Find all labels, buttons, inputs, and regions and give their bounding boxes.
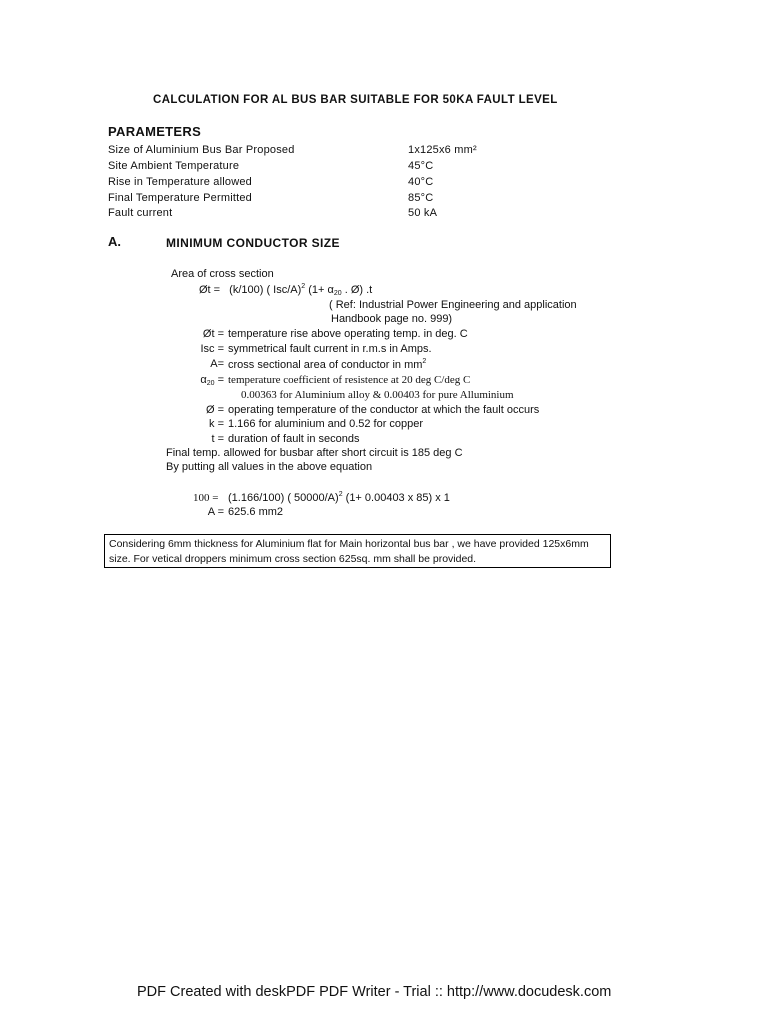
param-label: Final Temperature Permitted [108,192,252,204]
formula-part: (1+ α [305,284,334,296]
definition-text [228,358,426,371]
result-lhs: A = [207,506,224,518]
document-title: CALCULATION FOR AL BUS BAR SUITABLE FOR 50KA FAULT LEVEL [153,94,558,106]
reference-line: Handbook page no. 999) [331,313,453,325]
definition-text: 0.00363 for Aluminium alloy & 0.00403 for pure Alluminium [241,389,514,401]
definition-symbol: A= [210,358,224,370]
param-label: Rise in Temperature allowed [108,176,252,188]
alpha-equals: = [214,374,224,386]
alpha-subscript: 20 [206,380,215,387]
conclusion-note: Considering 6mm thickness for Aluminium flat for Main horizontal bus bar , we have provided 125x6mm size. For vetical droppers minimum cross section 625sq. mm shall be provided. [104,534,611,568]
definition-text: temperature rise above operating temp. in deg. C [228,328,468,340]
formula-subscript: 20 [333,290,342,297]
formula-part: . Ø) .t [341,284,373,296]
param-value: 85°C [408,192,434,204]
formula [199,283,372,297]
definition-symbol: Isc = [200,343,224,355]
definition-text: symmetrical fault current in r.m.s in Amps. [228,343,432,355]
formula-part: (k/100) ( Isc/A) [229,284,302,296]
definition-text: temperature coefficient of resistence at 20 deg C/deg C [228,374,471,386]
definition-symbol [164,374,224,387]
definition-text: 1.166 for aluminium and 0.52 for copper [228,418,424,430]
definition-text-main: cross sectional area of conductor in mm [228,359,423,371]
definition-symbol: k = [209,418,224,430]
definition-symbol: t = [211,433,224,445]
putting-values-line: By putting all values in the above equation [166,461,373,473]
param-value: 1x125x6 mm² [408,144,477,156]
param-label: Fault current [108,207,173,219]
formula-exponent: 2 [301,283,306,290]
definition-symbol: Øt = [202,328,224,340]
param-label: Size of Aluminium Bus Bar Proposed [108,144,295,156]
calc-lhs: 100 = [193,492,219,504]
param-value: 45°C [408,160,434,172]
parameters-heading: PARAMETERS [108,124,202,139]
calc-expression [228,491,450,504]
area-label: Area of cross section [171,268,274,280]
formula-lhs: Øt = [199,284,221,296]
section-title: MINIMUM CONDUCTOR SIZE [166,236,340,250]
section-letter: A. [108,234,121,249]
calc-part: (1+ 0.00403 x 85) x 1 [342,492,450,504]
definition-exponent: 2 [422,358,427,365]
pdf-footer: PDF Created with deskPDF PDF Writer - Trial :: http://www.docudesk.com [137,984,612,1000]
reference-line: ( Ref: Industrial Power Engineering and application [329,299,577,311]
param-value: 40°C [408,176,434,188]
calc-exponent: 2 [338,491,343,498]
calc-part: (1.166/100) ( 50000/A) [228,492,339,504]
definition-symbol: Ø = [205,404,224,416]
param-label: Site Ambient Temperature [108,160,240,172]
param-value: 50 kA [408,207,438,219]
definition-text: duration of fault in seconds [228,433,360,445]
result-value: 625.6 mm2 [228,506,284,518]
alpha-symbol: α [200,374,207,386]
final-temp-line: Final temp. allowed for busbar after short circuit is 185 deg C [166,447,463,459]
definition-text: operating temperature of the conductor at which the fault occurs [228,404,540,416]
